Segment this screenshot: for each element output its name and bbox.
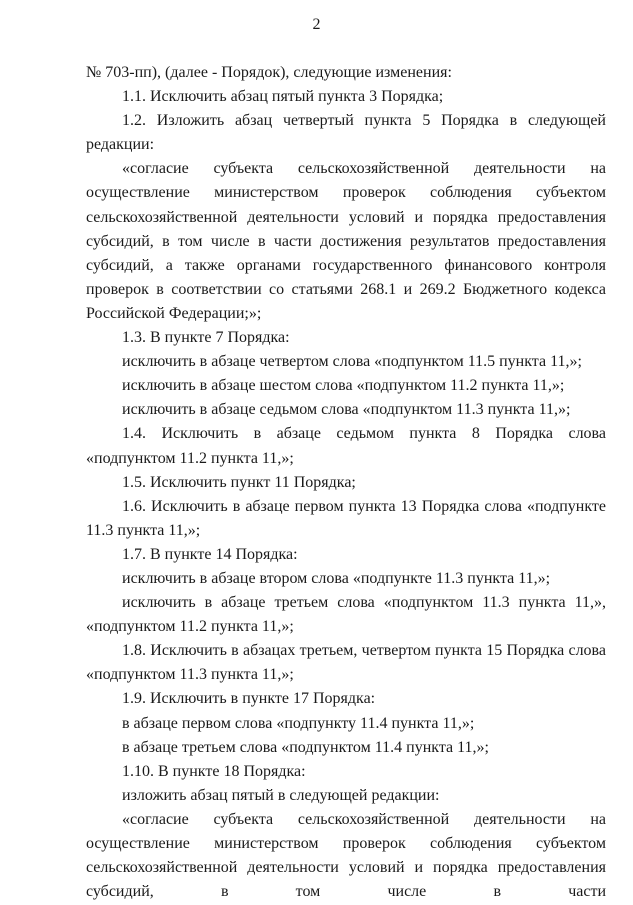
paragraph-1-9-item-1: в абзаце первом слова «подпункту 11.4 пункта 11,»; bbox=[122, 714, 475, 732]
paragraph-1-4: 1.4. Исключить в абзаце седьмом пункта 8 Порядка слова «подпунктом 11.2 пункта 11,»; bbox=[86, 425, 606, 467]
paragraph-1-10: 1.10. В пункте 18 Порядка: bbox=[122, 762, 306, 780]
paragraph-1-3-item-2: исключить в абзаце шестом слова «подпунктом 11.2 пункта 11,»; bbox=[122, 377, 565, 395]
paragraph-1-7-item-2: исключить в абзаце третьем слова «подпунктом 11.3 пункта 11,», «подпунктом 11.2 пункта 11,»; bbox=[86, 594, 606, 636]
paragraph-1-3-item-3: исключить в абзаце седьмом слова «подпунктом 11.3 пункта 11,»; bbox=[122, 401, 571, 419]
paragraph-1-1: 1.1. Исключить абзац пятый пункта 3 Порядка; bbox=[122, 88, 444, 106]
paragraph-1-7: 1.7. В пункте 14 Порядка: bbox=[122, 545, 298, 563]
page-number: 2 bbox=[312, 16, 321, 33]
paragraph-1-2: 1.2. Изложить абзац четвертый пункта 5 Порядка в следующей редакции: bbox=[86, 112, 606, 154]
paragraph-1-10-quote: «согласие субъекта сельскохозяйственной деятельности на осуществление министерством проверок соблюдения субъектом сельскохозяйственной деятельности условий и порядка предоставления субсидий, в том числе в части bbox=[86, 810, 606, 901]
paragraph-1-5: 1.5. Исключить пункт 11 Порядка; bbox=[122, 473, 356, 491]
paragraph-1-7-item-1: исключить в абзаце втором слова «подпункте 11.3 пункта 11,»; bbox=[122, 569, 551, 587]
paragraph-1-2-quote: «согласие субъекта сельскохозяйственной деятельности на осуществление министерством проверок соблюдения субъектом сельскохозяйственной деятельности условий и порядка предоставления субсидий, в том числе в части достижения результатов предоставления субсидий, а также органами государственного финансового контроля проверок в соответствии со статьями 268.1 и 269.2 Бюджетного кодекса Российской Федерации;»; bbox=[86, 160, 606, 322]
paragraph-1-3-item-1: исключить в абзаце четвертом слова «подпунктом 11.5 пункта 11,»; bbox=[122, 353, 582, 371]
paragraph-1-8: 1.8. Исключить в абзацах третьем, четвертом пункта 15 Порядка слова «подпунктом 11.3 пункта 11,»; bbox=[86, 642, 606, 684]
paragraph-1-9: 1.9. Исключить в пункте 17 Порядка: bbox=[122, 690, 376, 708]
paragraph-continuation: № 703-пп), (далее - Порядок), следующие изменения: bbox=[86, 64, 452, 81]
paragraph-1-10-item-1: изложить абзац пятый в следующей редакции: bbox=[122, 786, 440, 804]
paragraph-1-9-item-2: в абзаце третьем слова «подпунктом 11.4 пункта 11,»; bbox=[122, 738, 489, 756]
paragraph-1-3: 1.3. В пункте 7 Порядка: bbox=[122, 329, 290, 347]
paragraph-1-6: 1.6. Исключить в абзаце первом пункта 13 Порядка слова «подпункте 11.3 пункта 11,»; bbox=[86, 497, 606, 539]
document-body bbox=[86, 61, 606, 904]
